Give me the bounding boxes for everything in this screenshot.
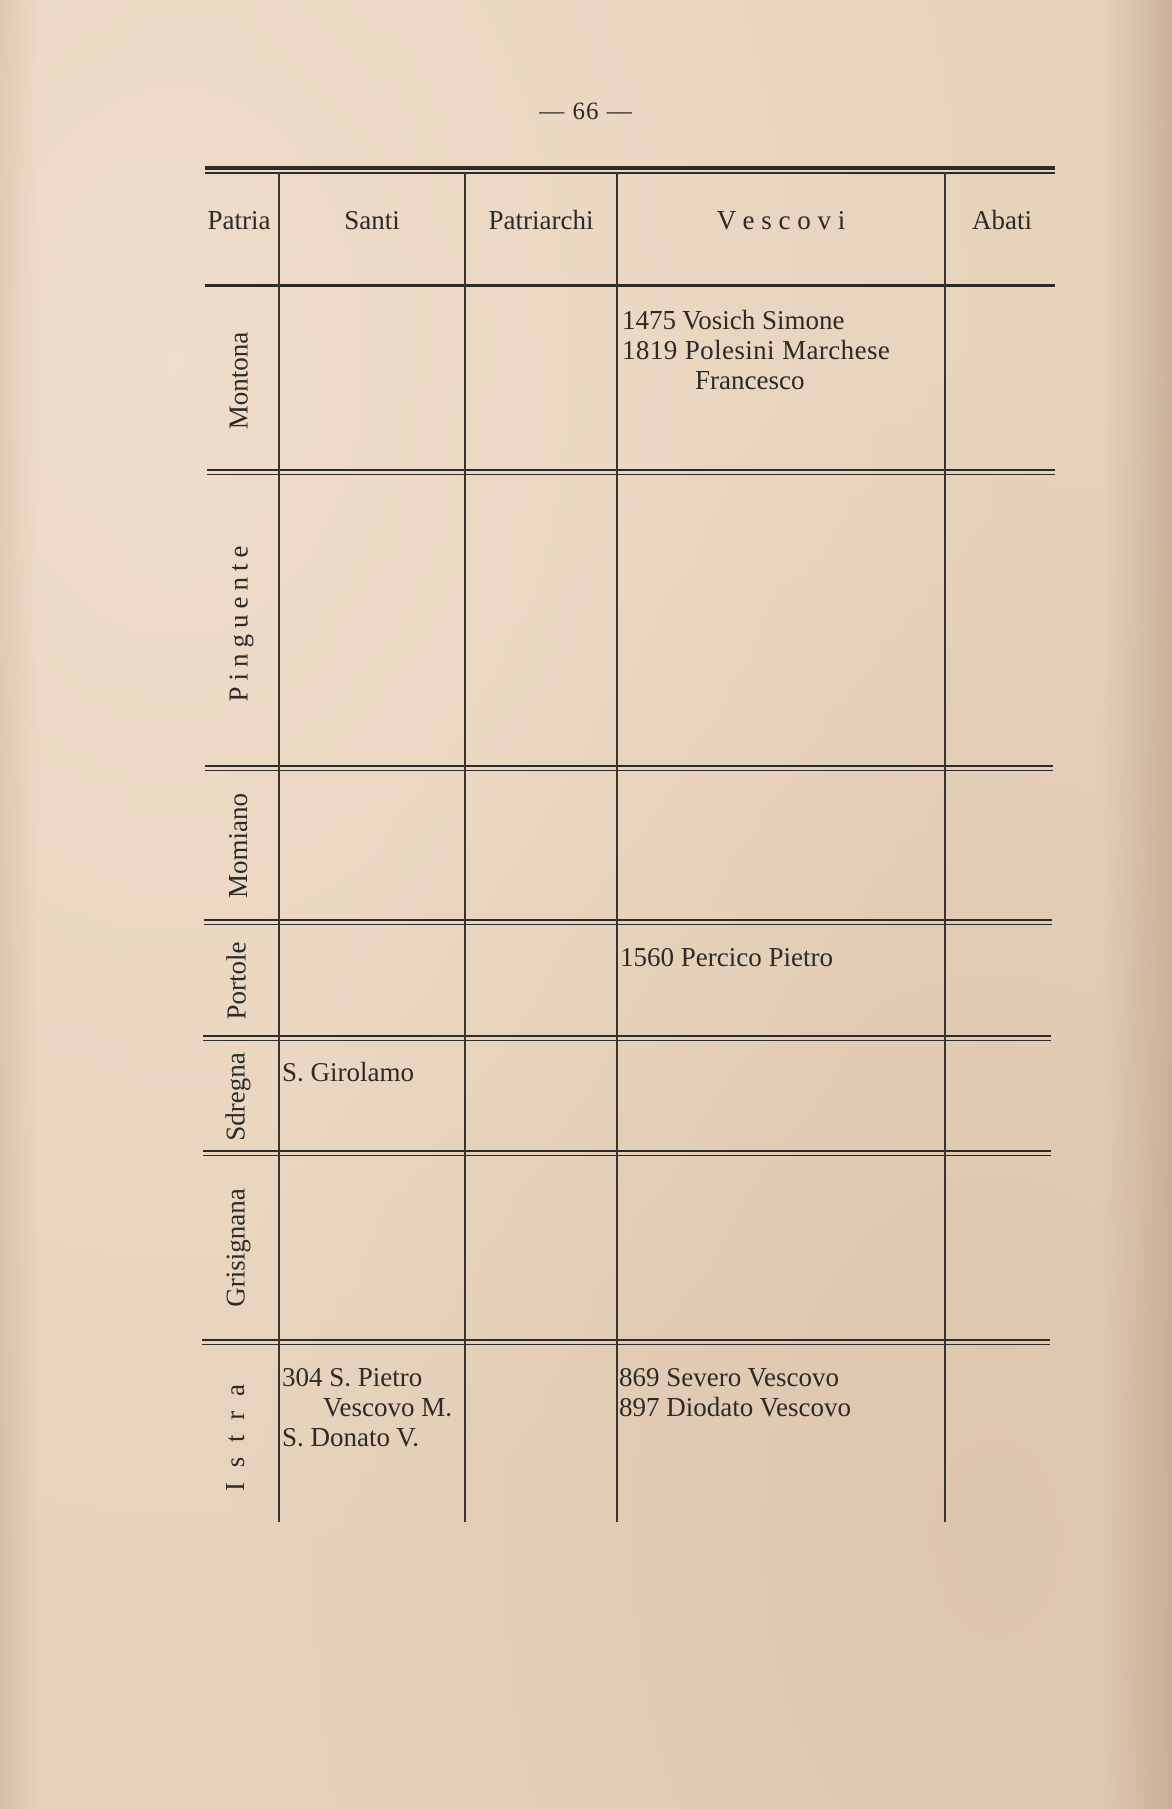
- santi-entry: S. Donato V.: [282, 1422, 420, 1452]
- page-number: — 66 —: [539, 98, 633, 125]
- header-vescovi: V e s c o v i: [716, 205, 846, 235]
- row-separator: [207, 469, 1055, 471]
- patria-grisignana: Grisignana: [220, 1187, 251, 1307]
- row-separator: [207, 474, 1055, 475]
- header-santi: Santi: [344, 205, 400, 235]
- row-separator: [204, 924, 1052, 925]
- row-separator: [205, 770, 1053, 771]
- row-separator: [204, 919, 1052, 921]
- top-rule: [205, 166, 1055, 170]
- row-separator: [203, 1150, 1051, 1152]
- patria-sdregna: Sdregna: [220, 1051, 251, 1141]
- patria-montona: Montona: [223, 331, 254, 429]
- vescovi-entry: Francesco: [695, 365, 805, 395]
- santi-entry: 304 S. Pietro: [282, 1362, 423, 1392]
- column-line: [616, 172, 618, 1522]
- row-separator: [203, 1040, 1051, 1041]
- header-rule: [205, 284, 1055, 287]
- row-separator: [202, 1339, 1050, 1341]
- header-patriarchi: Patriarchi: [488, 205, 594, 235]
- header-patria: Patria: [207, 205, 271, 235]
- vescovi-entry: 869 Severo Vescovo: [619, 1362, 839, 1392]
- row-separator: [202, 1344, 1050, 1345]
- vescovi-entry: 897 Diodato Vescovo: [619, 1392, 851, 1422]
- santi-entry: Vescovo M.: [323, 1392, 452, 1422]
- column-line: [278, 172, 280, 1522]
- row-separator: [203, 1155, 1051, 1156]
- row-separator: [205, 765, 1053, 767]
- column-line: [464, 172, 466, 1522]
- vescovi-entry: 1819 Polesini Marchese: [622, 335, 891, 365]
- header-abati: Abati: [972, 205, 1032, 235]
- patria-istra: I s t r a: [219, 1379, 250, 1491]
- patria-momiano: Momiano: [222, 792, 253, 898]
- vescovi-entry: 1560 Percico Pietro: [620, 942, 833, 972]
- top-rule-thin: [205, 172, 1055, 174]
- row-separator: [203, 1035, 1051, 1037]
- vescovi-entry: 1475 Vosich Simone: [622, 305, 845, 335]
- santi-entry: S. Girolamo: [282, 1057, 414, 1087]
- patria-pinguente: Pinguente: [223, 539, 254, 702]
- column-line: [944, 172, 946, 1522]
- patria-portole: Portole: [221, 941, 252, 1019]
